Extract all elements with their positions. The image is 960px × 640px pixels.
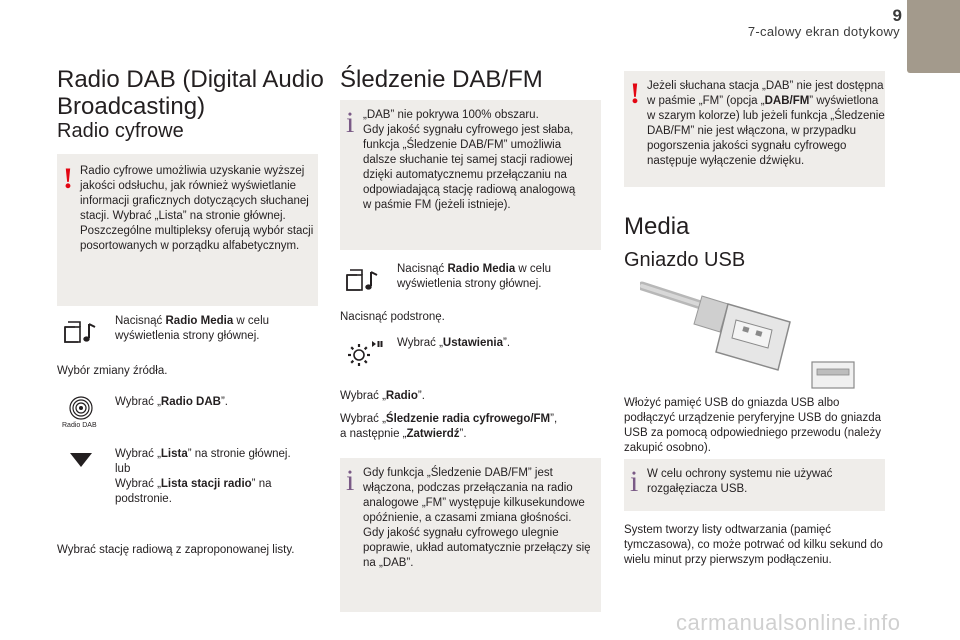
- bold-label: Radio Media: [165, 315, 234, 327]
- text-line: [340, 412, 557, 427]
- step-radio-media: [397, 262, 551, 292]
- text-line: Jeżeli słuchana stacja „DAB” nie jest dostępna: [647, 80, 884, 92]
- text-span: ”,: [550, 413, 558, 425]
- section-subtitle: Gniazdo USB: [624, 249, 746, 271]
- text-span: Nacisnąć: [397, 263, 448, 275]
- text-line: na „DAB”.: [363, 557, 414, 569]
- settings-gear-icon: [345, 338, 385, 368]
- text-line: „DAB” nie pokrywa 100% obszaru.: [363, 109, 539, 121]
- bold-label: Radio Media: [447, 263, 516, 275]
- text-line: [115, 314, 269, 329]
- title-line: Radio DAB (Digital Audio: [57, 66, 324, 93]
- warning-icon: !: [63, 162, 73, 195]
- radio-media-icon: [62, 318, 100, 348]
- bold-label: Radio DAB: [160, 396, 221, 408]
- text-line: podstronie.: [115, 493, 172, 505]
- text-line: wyświetlenia strony głównej.: [115, 330, 260, 342]
- text-line: odpowiadającą stację radiową analogową: [363, 184, 576, 196]
- text-line: stacji. Wybrać „Lista” na stronie głównej.: [80, 210, 286, 222]
- text-span: Wybrać „: [340, 413, 386, 425]
- text-line: Gdy funkcja „Śledzenie DAB/FM” jest: [363, 467, 553, 479]
- radio-dab-icon-label: Radio DAB: [62, 422, 97, 429]
- text-span: Wybrać „: [340, 390, 386, 402]
- bold-label: Ustawienia: [442, 337, 503, 349]
- text-line: jakości odsłuchu, jak również wyświetlanie: [80, 180, 297, 192]
- text-span: w paśmie „FM” (opcja „: [647, 95, 765, 107]
- text-span: ” wyświetlona: [809, 95, 879, 107]
- bold-label: Radio: [385, 390, 418, 402]
- text-line: opóźnienie, a czasami zmiana głośności.: [363, 512, 572, 524]
- text-span: w celu: [515, 263, 552, 275]
- info-icon: i: [346, 464, 355, 497]
- chapter-title: 7-calowy ekran dotykowy: [747, 24, 900, 39]
- text-line: Włożyć pamięć USB do gniazda USB albo: [624, 397, 840, 409]
- warning-box: [57, 154, 318, 306]
- text-span: Wybrać „: [115, 396, 161, 408]
- warning-box: [624, 71, 885, 187]
- text-line: funkcja „Śledzenie DAB/FM” umożliwia: [363, 139, 562, 151]
- text-line: [397, 262, 551, 277]
- section-title: Media: [624, 213, 690, 240]
- watermark: carmanualsonline.info: [676, 610, 901, 635]
- bold-label: Lista: [160, 448, 188, 460]
- text-line: System tworzy listy odtwarzania (pamięć: [624, 524, 832, 536]
- text-span: a następnie „: [340, 428, 407, 440]
- text-span: Wybrać „: [397, 337, 443, 349]
- step-select-radio-dab: [115, 395, 228, 410]
- bold-label: Śledzenie radia cyfrowego/FM: [385, 413, 551, 425]
- text-line: DAB/FM” nie jest włączona, w przypadku: [647, 125, 856, 137]
- text-line: Poszczególne multipleksy oferują wybór stacji: [80, 225, 314, 237]
- text-span: ”.: [417, 390, 425, 402]
- warning-text: [80, 164, 313, 254]
- page-number: 9: [892, 6, 902, 25]
- playlist-text: [624, 523, 883, 568]
- step-sledzenie: [340, 412, 557, 442]
- text-line: pogorszenia jakości sygnału cyfrowego: [647, 140, 847, 152]
- info-icon: i: [346, 106, 355, 139]
- warning-text: [647, 79, 885, 169]
- text-span: ”.: [502, 337, 511, 349]
- info-text: [647, 467, 832, 497]
- text-line: [115, 477, 291, 492]
- step-radio-media: [115, 314, 269, 344]
- text-span: ”.: [459, 428, 467, 440]
- info-text: [363, 466, 591, 571]
- source-change-text: Wybór zmiany źródła.: [57, 365, 168, 377]
- text-span: w celu: [233, 315, 270, 327]
- step-radio: [340, 389, 425, 404]
- step-ustawienia: [397, 336, 510, 351]
- text-line: Gdy jakość sygnału cyfrowego jest słaba,: [363, 124, 574, 136]
- bold-label: Lista stacji radio: [160, 478, 252, 490]
- text-line: [115, 447, 291, 462]
- text-line: zakupić osobno).: [624, 442, 711, 454]
- text-line: tymczasowa), co może potrwać od kilku sekund do: [624, 539, 883, 551]
- text-span: ”.: [220, 396, 228, 408]
- text-line: [647, 94, 885, 109]
- text-line: w szarym kolorze) lub jeżeli funkcja „Śledzenie: [647, 110, 885, 122]
- warning-icon: !: [630, 77, 640, 110]
- subpage-text: Nacisnąć podstronę.: [340, 311, 445, 323]
- info-text: [363, 108, 575, 213]
- usb-instructions: [624, 396, 881, 456]
- info-box: [624, 459, 885, 511]
- usb-cable-illustration: [640, 278, 862, 392]
- radio-media-icon: [344, 266, 382, 296]
- text-line: [340, 427, 557, 442]
- section-title: Śledzenie DAB/FM: [340, 66, 543, 93]
- bold-label: Zatwierdź: [406, 428, 460, 440]
- text-line: dalsze słuchanie tej samej stacji radiowej: [363, 154, 573, 166]
- bold-label: DAB/FM: [764, 95, 810, 107]
- text-line: wyświetlenia strony głównej.: [397, 278, 542, 290]
- text-line: W celu ochrony systemu nie używać: [647, 468, 833, 480]
- text-line: podłączyć urządzenie peryferyjne USB do gniazda: [624, 412, 881, 424]
- text-span: Nacisnąć: [115, 315, 166, 327]
- text-line: USB za pomocą odpowiedniego przewodu (należy: [624, 427, 881, 439]
- text-span: ” na stronie głównej.: [187, 448, 291, 460]
- step-lista: [115, 447, 291, 507]
- chapter-tab: [907, 0, 960, 73]
- text-line: w paśmie FM (jeżeli istnieje).: [363, 199, 511, 211]
- text-line: wielu minut przy pierwszym podłączeniu.: [624, 554, 832, 566]
- radio-dab-icon: [67, 396, 95, 422]
- text-line: rozgałęziacza USB.: [647, 483, 748, 495]
- title-line: Broadcasting): [57, 93, 206, 120]
- text-span: Wybrać „: [115, 478, 161, 490]
- section-title: [57, 66, 324, 120]
- text-line: informacji graficznych dotyczących słuchanej: [80, 195, 309, 207]
- text-line: posortowanych w porządku alfabetycznym.: [80, 240, 300, 252]
- text-line: następuje wyłączenie dźwięku.: [647, 155, 805, 167]
- text-line: poprawie, układ automatycznie przełączy się: [363, 542, 591, 554]
- text-line: lub: [115, 463, 131, 475]
- text-line: dzięki automatycznemu przełączaniu na: [363, 169, 567, 181]
- text-span: ” na: [251, 478, 272, 490]
- text-line: włączona, podczas przełączania na radio: [363, 482, 573, 494]
- choose-station-text: Wybrać stację radiową z zaproponowanej listy.: [57, 544, 295, 556]
- section-subtitle: Radio cyfrowe: [57, 120, 184, 142]
- info-icon: i: [630, 465, 639, 498]
- text-line: Gdy jakość sygnału cyfrowego ulegnie: [363, 527, 559, 539]
- text-line: Radio cyfrowe umożliwia uzyskanie wyższej: [80, 165, 305, 177]
- text-span: Wybrać „: [115, 448, 161, 460]
- info-box: [340, 100, 601, 250]
- down-triangle-icon: [69, 452, 93, 468]
- text-line: analogowe „FM” występuje kilkusekundowe: [363, 497, 585, 509]
- info-box: [340, 458, 601, 612]
